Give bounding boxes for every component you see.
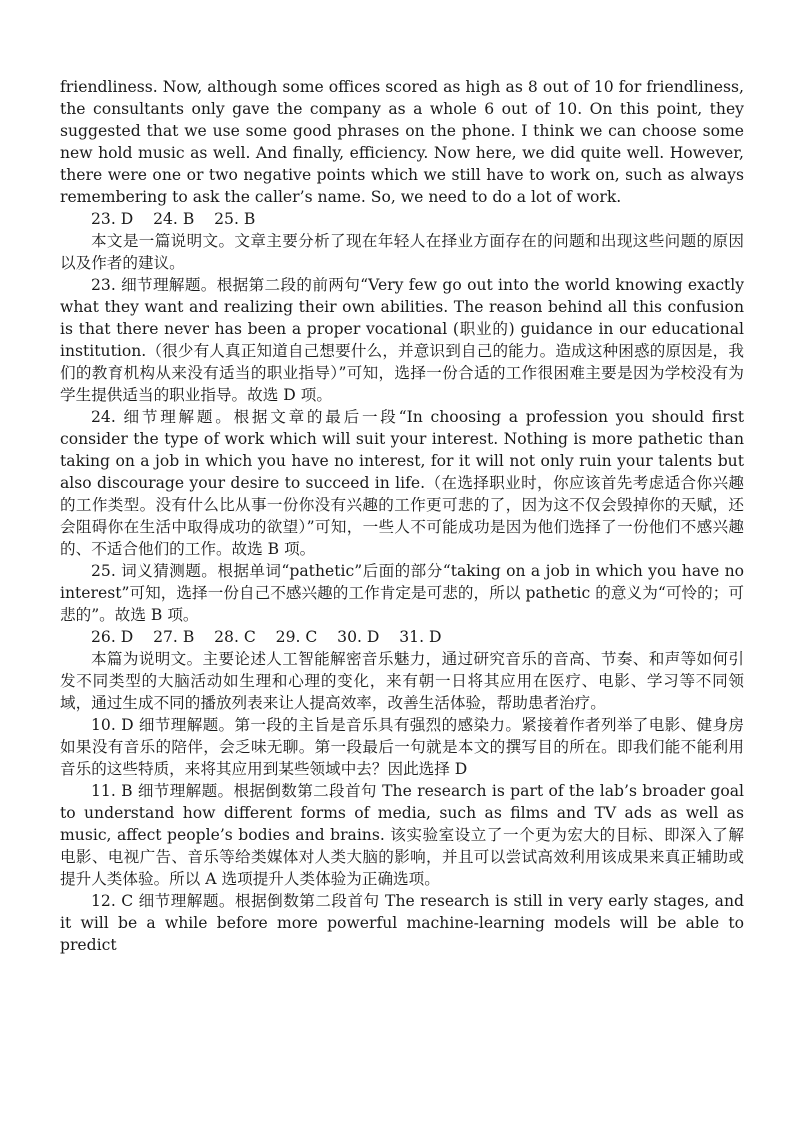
paragraph-explanation-23: 23. 细节理解题。根据第二段的前两句“Very few go out into the world knowing exactly what they want and realizing their own abilities. The reason behind all this confusion is that there never has been a proper vocational (职业的) guidance in our educational institution.（很少有人真正知道自己想要什么，并意识到自己的能力。造成这种困惑的原因是，我们的教育机构从来没有适当的职业指导）”可知，选择一份合适的工作很困难主要是因为学校没有为学生提供适当的职业指导。故选 D 项。 xyxy=(60,276,744,404)
paragraph-explanation-12: 12. C 细节理解题。根据倒数第二段首句 The research is still in very early stages, and it will be a while before more powerful machine-learning models will be able to predict xyxy=(60,892,744,954)
paragraph-passage-summary-career: 本文是一篇说明文。文章主要分析了现在年轻人在择业方面存在的问题和出现这些问题的原因以及作者的建议。 xyxy=(60,232,744,272)
paragraph-explanation-11: 11. B 细节理解题。根据倒数第二段首句 The research is part of the lab’s broader goal to understand how different forms of media, such as films and TV ads as well as music, affect people’s bodies and brains. 该实验室设立了一个更为宏大的目标、即深入了解电影、电视广告、音乐等给类媒体对人类大脑的影响，并且可以尝试高效利用该成果来真正辅助或提升人类体验。所以 A 选项提升人类体验为正确选项。 xyxy=(60,782,744,888)
answer-key-26-31: 26. D 27. B 28. C 29. C 30. D 31. D xyxy=(91,628,442,646)
paragraph-passage-summary-music-ai: 本篇为说明文。主要论述人工智能解密音乐魅力，通过研究音乐的音高、节奏、和声等如何引发不同类型的大脑活动如生理和心理的变化，来有朝一日将其应用在医疗、电影、学习等不同领域，通过生成不同的播放列表来让人提高效率，改善生活体验，帮助患者治疗。 xyxy=(60,650,744,712)
paragraph-explanation-24: 24. 细节理解题。根据文章的最后一段“In choosing a profession you should first consider the type of work which will suit your interest. Nothing is more pathetic than taking on a job in which you have no interest, for it will not only ruin your talents but also discourage your desire to succeed in life.（在选择职业时，你应该首先考虑适合你兴趣的工作类型。没有什么比从事一份你没有兴趣的工作更可悲的了，因为这不仅会毁掉你的天赋，还会阻碍你在生活中取得成功的欲望）”可知，一些人不可能成功是因为他们选择了一份他们不感兴趣的、不适合他们的工作。故选 B 项。 xyxy=(60,408,744,558)
answer-key-23-25: 23. D 24. B 25. B xyxy=(91,210,256,228)
paragraph-explanation-25: 25. 词义猜测题。根据单词“pathetic”后面的部分“taking on a job in which you have no interest”可知，选择一份自己不感兴趣的工作肯定是可悲的，所以 pathetic 的意义为“可怜的；可悲的”。故选 B 项。 xyxy=(60,562,744,624)
paragraph-explanation-10: 10. D 细节理解题。第一段的主旨是音乐具有强烈的感染力。紧接着作者列举了电影、健身房如果没有音乐的陪伴，会乏味无聊。第一段最后一句就是本文的撰写目的所在。即我们能不能利用音乐的这些特质，来将其应用到某些领域中去？因此选择 D xyxy=(60,716,744,778)
paragraph-listening-transcript: friendliness. Now, although some offices scored as high as 8 out of 10 for friendliness, the consultants only gave the company as a whole 6 out of 10. On this point, they suggested that we use some good phrases on the phone. I think we can choose some new hold music as well. And finally, efficiency. Now here, we did quite well. However, there were one or two negative points which we still have to work on, such as always remembering to ask the caller’s name. So, we need to do a lot of work. xyxy=(60,78,744,206)
